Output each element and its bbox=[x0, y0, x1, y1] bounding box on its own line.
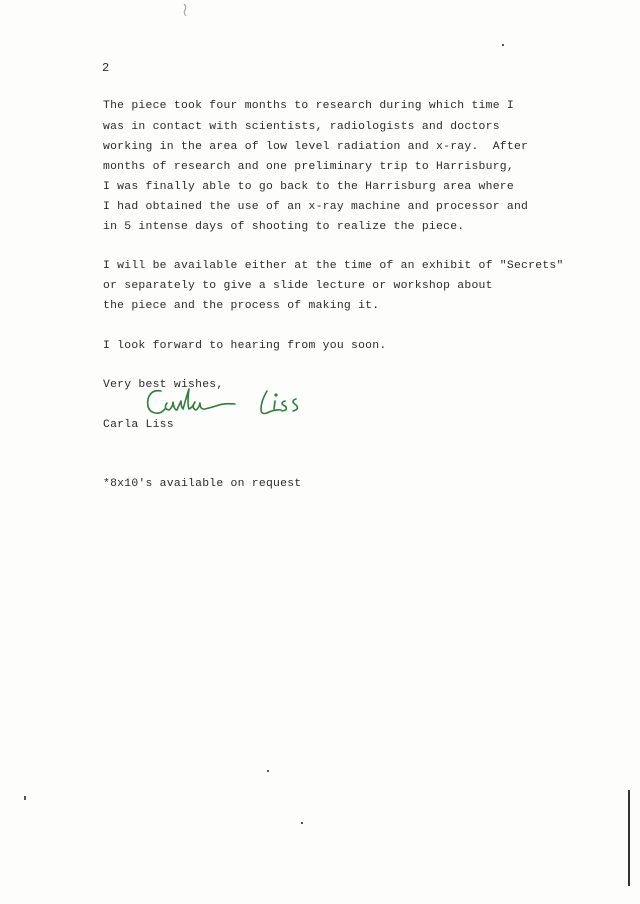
paragraph-line: the piece and the process of making it. bbox=[103, 300, 380, 312]
scan-smudge-mark bbox=[181, 2, 191, 20]
paragraph-line: working in the area of low level radiation and x-ray. After bbox=[103, 141, 529, 153]
paragraph-line: I was finally able to go back to the Harrisburg area where bbox=[103, 181, 514, 193]
handwritten-signature bbox=[143, 383, 313, 423]
page-number: 2 bbox=[102, 61, 110, 75]
body-paragraph-3: I look forward to hearing from you soon. bbox=[103, 340, 387, 352]
paragraph-line: The piece took four months to research during which time I bbox=[103, 100, 514, 112]
scan-edge-line bbox=[628, 790, 630, 886]
footnote: *8x10's available on request bbox=[103, 478, 302, 490]
paragraph-line: I will be available either at the time of an exhibit of "Secrets" bbox=[103, 260, 564, 272]
paragraph-line: or separately to give a slide lecture or workshop about bbox=[103, 280, 493, 292]
scan-speck bbox=[24, 796, 26, 800]
paragraph-line: I had obtained the use of an x-ray machine and processor and bbox=[103, 201, 529, 213]
paragraph-line: in 5 intense days of shooting to realize the piece. bbox=[103, 221, 465, 233]
paragraph-line: was in contact with scientists, radiologists and doctors bbox=[103, 121, 500, 133]
signer-name: Carla Liss bbox=[103, 419, 174, 431]
scan-speck bbox=[301, 822, 303, 824]
scan-speck bbox=[502, 44, 504, 46]
paragraph-line: months of research and one preliminary trip to Harrisburg, bbox=[103, 161, 514, 173]
scan-speck bbox=[267, 770, 269, 772]
closing-line: Very best wishes, bbox=[103, 379, 224, 391]
